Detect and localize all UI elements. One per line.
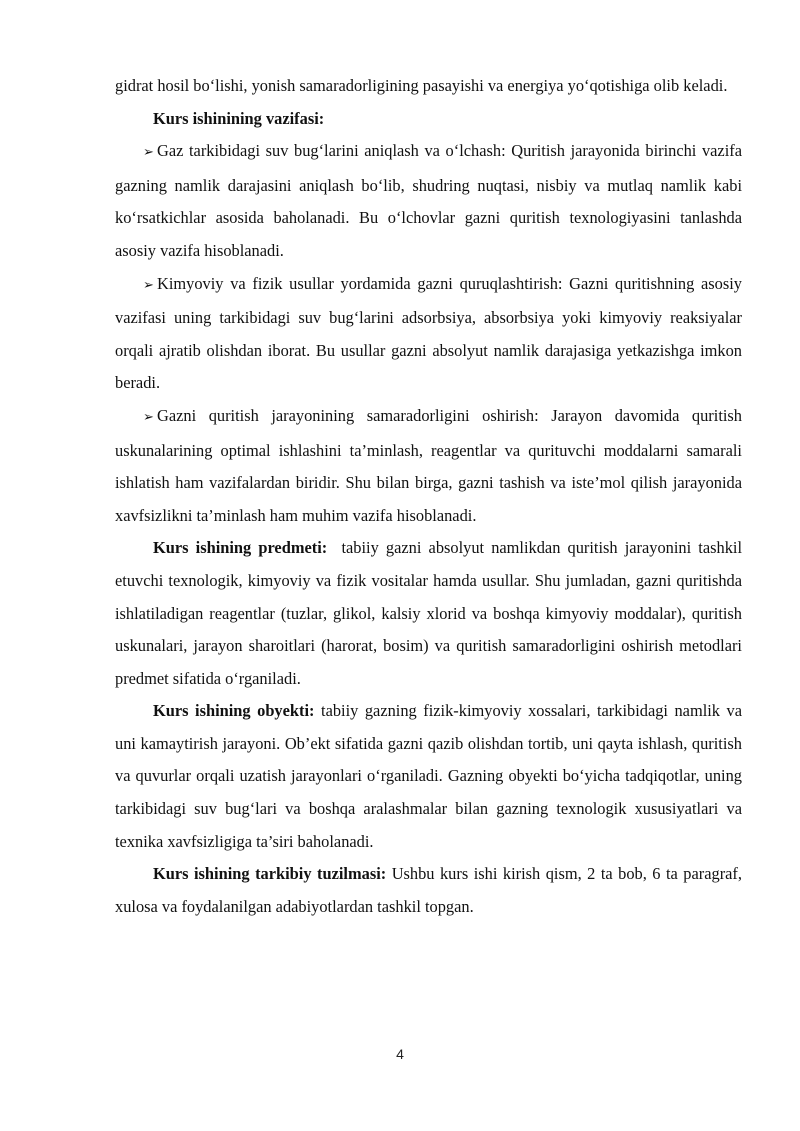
arrow-bullet-icon: ➢: [143, 277, 154, 293]
bullet-text-1: Gaz tarkibidagi suv bug‘larini aniqlash va o‘lchash: Quritish jarayonida birinchi vazifa gazning namlik darajasini aniqlash bo‘lib, shudring nuqtasi, nisbiy va mutlaq namlik kabi ko‘rsatkichlar asosida baholanadi. Bu o‘lchovlar gazni quritish texnologiyasini tanlashda asosiy vazifa hisoblanadi.: [115, 141, 742, 260]
paragraph-predmeti: [115, 532, 747, 695]
bullet-text-2: Kimyoviy va fizik usullar yordamida gazni quruqlashtirish: Gazni quritishning asosiy vazifasi uning tarkibidagi suv bug‘larini adsorbsiya, absorbsiya yoki kimyoviy reaksiyalar orqali ajratib olishdan iborat. Bu usullar gazni absolyut namlik darajasiga yetkazishga imkon beradi.: [115, 273, 742, 393]
arrow-bullet-icon: ➢: [143, 409, 154, 425]
predmeti-text: tabiiy gazni absolyut namlikdan quritish jarayonini tashkil etuvchi texnologik, kimyoviy va fizik vositalar hamda usullar. Shu jumladan, gazni quritishda ishlatiladigan reagentlar (tuzlar, glikol, kalsiy xlorid va boshqa kimyoviy moddalar), quritish uskunalari, jarayon sharoitlari (harorat, bosim) va quritish samaradorligini oshirish metodlari predmet sifatida o‘rganiladi.: [115, 538, 747, 688]
tuzilmasi-label: Kurs ishining tarkibiy tuzilmasi:: [153, 864, 387, 884]
paragraph-tuzilmasi: [115, 858, 742, 923]
bullet-item-3: [115, 400, 742, 532]
bullet-item-1: [115, 135, 742, 267]
obyekti-label: Kurs ishining obyekti:: [153, 701, 315, 721]
arrow-bullet-icon: ➢: [143, 145, 154, 161]
heading-vazifasi: Kurs ishinining vazifasi:: [153, 108, 325, 128]
bullet-text-3: Gazni quritish jarayonining samaradorligini oshirish: Jarayon davomida quritish uskunalarining optimal ishlashini ta’minlash, reagentlar va qurituvchi moddalarni samarali ishlatish ham vazifalardan biridir. Shu bilan birga, gazni tashish va iste’mol qilish jarayonida xavfsizlikni ta’minlash ham muhim vazifa hisoblanadi.: [115, 405, 742, 525]
paragraph-intro: gidrat hosil bo‘lishi, yonish samaradorligining pasayishi va energiya yo‘qotishiga olib keladi.: [115, 76, 728, 95]
paragraph-obyekti: [115, 695, 742, 858]
page-number: 4: [396, 1046, 404, 1062]
obyekti-text: tabiiy gazning fizik-kimyoviy xossalari, tarkibidagi namlik va uni kamaytirish jarayoni. Ob’ekt sifatida gazni qazib olishdan tortib, uni qayta ishlash, quritish va quvurlar orqali uzatish jarayonlari o‘rganiladi. Gazning obyekti bo‘yicha tadqiqotlar, uning tarkibidagi suv bug‘lari va boshqa aralashmalar bilan gazning texnologik xususiyatlari va texnika xavfsizligiga ta’siri baholanadi.: [115, 701, 742, 851]
tuzilmasi-text: Ushbu kurs ishi kirish qism, 2 ta bob, 6 ta paragraf, xulosa va foydalanilgan adabiyotlardan tashkil topgan.: [115, 864, 742, 916]
predmeti-label: Kurs ishining predmeti:: [153, 538, 328, 558]
bullet-item-2: [115, 268, 742, 400]
document-page: [115, 70, 747, 923]
